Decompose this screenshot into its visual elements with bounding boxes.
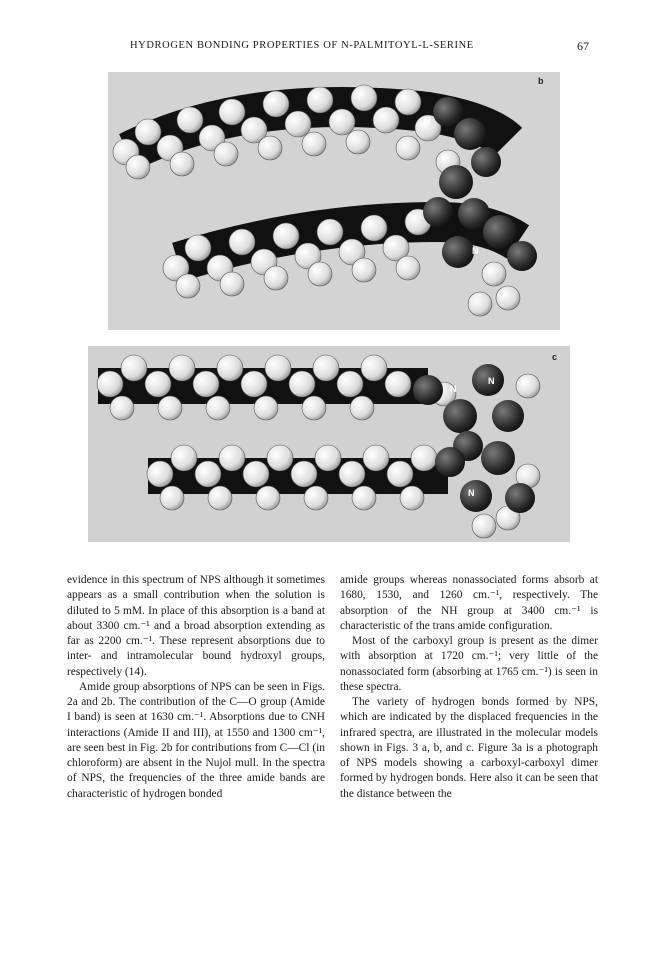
paragraph: evidence in this spectrum of NPS although it sometimes appears as a small contribution when the solution is diluted to 5 mM. In place of this absorption is a band at about 3300 cm.⁻¹ and a broad absorption extending as far as 2200 cm.⁻¹. These represent absorptions due to inter- and intramolecular bound hydroxyl groups, respectively (14). <box>67 574 325 678</box>
text-column-right <box>340 573 598 802</box>
paragraph: amide groups whereas nonassociated forms absorb at 1680, 1530, and 1260 cm.⁻¹, respectively. The absorption of the NH group at 3400 cm.⁻¹ is characteristic of the trans amide configuration. <box>340 574 598 632</box>
figure-3b-photo <box>108 72 560 330</box>
paragraph: The variety of hydrogen bonds formed by NPS, which are indicated by the displaced frequencies in the infrared spectra, are illustrated in the molecular models shown in Figs. 3 a, b, and c. Figure 3a is a photograph of NPS models showing a carboxyl-carboxyl dimer formed by hydrogen bonds. Here also it can be seen that the distance between the <box>340 696 598 800</box>
paragraph: Most of the carboxyl group is present as the dimer with absorption at 1720 cm.⁻¹; very little of the nonassociated form (absorbing at 1765 cm.⁻¹) is seen in these spectra. <box>340 635 598 693</box>
running-head <box>0 40 672 56</box>
running-title: HYDROGEN BONDING PROPERTIES OF N-PALMITOYL-L-SERINE <box>130 40 474 51</box>
page-number: 67 <box>577 39 589 53</box>
figure-3c-photo <box>88 346 570 542</box>
paragraph: Amide group absorptions of NPS can be seen in Figs. 2a and 2b. The contribution of the C—O group (Amide I band) is seen at 1630 cm.⁻¹. Absorptions due to CNH interactions (Amide II and III), at 1550 and 1300 cm⁻¹, are seen best in Fig. 2b for contributions from C—Cl (in chloroform) are absent in the Nujol mull. In the spectra of NPS, the frequencies of the three amide bands are characteristic of hydrogen bonded <box>67 680 325 800</box>
atom-label-n: N <box>468 488 475 498</box>
atom-label-n: N <box>488 376 495 386</box>
panel-label: b <box>538 76 544 86</box>
atom-label-n: N <box>450 384 457 394</box>
text-column-left <box>67 573 325 802</box>
atom-label-n: N <box>424 116 431 126</box>
panel-label: c <box>552 352 558 362</box>
atom-label-n: N <box>472 246 479 256</box>
